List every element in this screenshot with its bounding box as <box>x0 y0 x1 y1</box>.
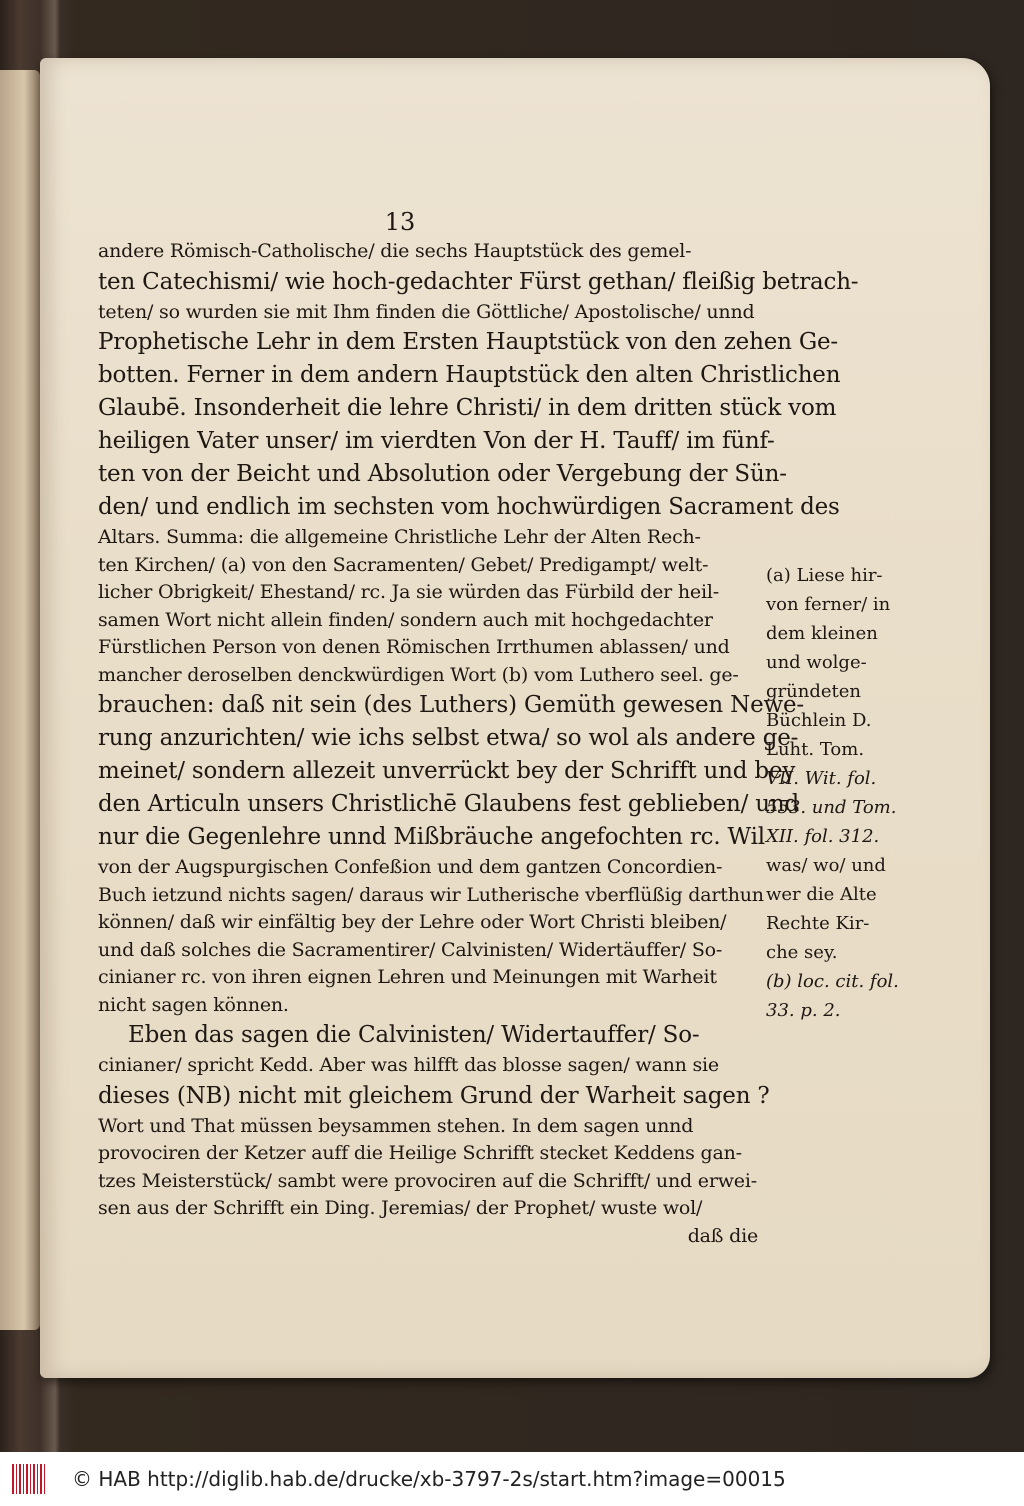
margin-note-line: 33. p. 2. <box>766 1000 841 1021</box>
text-line: nicht sagen können. <box>98 993 289 1016</box>
text-line: den/ und endlich im sechsten vom hochwürdigen Sacrament des <box>98 494 840 520</box>
text-line: ten Catechismi/ wie hoch-gedachter Fürst gethan/ fleißig betrach- <box>98 268 859 295</box>
margin-note-line: 553. und Tom. <box>766 797 897 818</box>
margin-note-line: XII. fol. 312. <box>766 826 880 847</box>
text-line: brauchen: daß nit sein (des Luthers) Gemüth gewesen Newe- <box>98 692 804 718</box>
text-line: können/ daß wir einfältig bey der Lehre oder Wort Christi bleiben/ <box>98 911 727 933</box>
text-line: cinianer/ spricht Kedd. Aber was hilfft das blosse sagen/ wann sie <box>98 1054 719 1076</box>
text-line: den Articuln unsers Christlichē Glaubens fest geblieben/ und <box>98 791 800 817</box>
margin-note-line: Luht. Tom. <box>766 739 865 760</box>
text-line: samen Wort nicht allein finden/ sondern auch mit hochgedachter <box>98 608 713 631</box>
margin-note-line: wer die Alte <box>766 884 877 905</box>
text-line: teten/ so wurden sie mit Ihm finden die Göttliche/ Apostolische/ unnd <box>98 300 755 323</box>
text-line: tzes Meisterstück/ sambt were provociren auf die Schrifft/ und erwei- <box>98 1169 757 1192</box>
text-line: Buch ietzund nichts sagen/ daraus wir Lutherische vberflüßig darthun <box>98 883 764 906</box>
margin-note-line: dem kleinen <box>766 623 878 644</box>
text-line: Glaubē. Insonderheit die lehre Christi/ in dem dritten stück vom <box>98 395 837 421</box>
text-line: Wort und That müssen beysammen stehen. In dem sagen unnd <box>98 1114 694 1137</box>
text-line: botten. Ferner in dem andern Hauptstück den alten Christlichen <box>98 362 841 388</box>
text-line: Eben das sagen die Calvinisten/ Widertauffer/ So- <box>128 1022 700 1048</box>
margin-note-line: (a) Liese hir- <box>766 565 883 586</box>
text-line: heiligen Vater unser/ im vierdten Von der H. Tauff/ im fünf- <box>98 428 775 454</box>
margin-note-line: VII. Wit. fol. <box>766 768 877 789</box>
text-line: provociren der Ketzer auff die Heilige Schrifft stecket Keddens gan- <box>98 1142 742 1164</box>
text-line: Fürstlichen Person von denen Römischen Irrthumen ablassen/ und <box>98 636 730 658</box>
copyright-url[interactable]: © HAB http://diglib.hab.de/drucke/xb-3797-2s/start.htm?image=00015 <box>72 1467 786 1491</box>
margin-note-line: von ferner/ in <box>766 594 891 615</box>
facing-page-edge <box>0 70 40 1330</box>
text-line: licher Obrigkeit/ Ehestand/ rc. Ja sie würden das Fürbild der heil- <box>98 581 719 603</box>
footer-bar <box>0 1452 1024 1506</box>
text-line: nur die Gegenlehre unnd Mißbräuche angefochten rc. Wil <box>98 824 765 850</box>
text-line: Prophetische Lehr in dem Ersten Hauptstück von den zehen Ge- <box>98 329 838 355</box>
text-line: meinet/ sondern allezeit unverrückt bey der Schrifft und bey <box>98 758 796 784</box>
catchword: daß die <box>687 1224 758 1247</box>
text-line: andere Römisch-Catholische/ die sechs Hauptstück des gemel- <box>98 240 692 262</box>
margin-note-line: gründeten <box>766 681 861 702</box>
margin-note-line: Rechte Kir- <box>766 913 870 934</box>
text-line: mancher deroselben denckwürdigen Wort (b) vom Luthero seel. ge- <box>98 663 739 686</box>
text-line: und daß solches die Sacramentirer/ Calvinisten/ Widertäuffer/ So- <box>98 938 723 961</box>
margin-note-line: (b) loc. cit. fol. <box>766 971 899 992</box>
text-line: dieses (NB) nicht mit gleichem Grund der Warheit sagen ? <box>98 1082 770 1109</box>
margin-note-line: was/ wo/ und <box>766 855 886 876</box>
text-line: von der Augspurgischen Confeßion und dem gantzen Concordien- <box>98 856 723 878</box>
hab-logo-icon <box>12 1464 46 1494</box>
text-line: ten von der Beicht und Absolution oder Vergebung der Sün- <box>98 461 787 487</box>
book-page <box>40 58 990 1378</box>
text-line: cinianer rc. von ihren eignen Lehren und Meinungen mit Warheit <box>98 966 717 988</box>
margin-notes <box>766 561 916 1025</box>
page-number: 13 <box>384 208 416 236</box>
text-line: Altars. Summa: die allgemeine Christliche Lehr der Alten Rech- <box>98 526 701 548</box>
margin-note-line: Büchlein D. <box>766 710 872 731</box>
text-line: sen aus der Schrifft ein Ding. Jeremias/ der Prophet/ wuste wol/ <box>98 1197 703 1219</box>
text-line: rung anzurichten/ wie ichs selbst etwa/ so wol als andere ge- <box>98 725 799 751</box>
margin-note-line: und wolge- <box>766 652 867 673</box>
text-line: ten Kirchen/ (a) von den Sacramenten/ Gebet/ Predigampt/ welt- <box>98 553 709 576</box>
margin-note-line: che sey. <box>766 942 838 963</box>
